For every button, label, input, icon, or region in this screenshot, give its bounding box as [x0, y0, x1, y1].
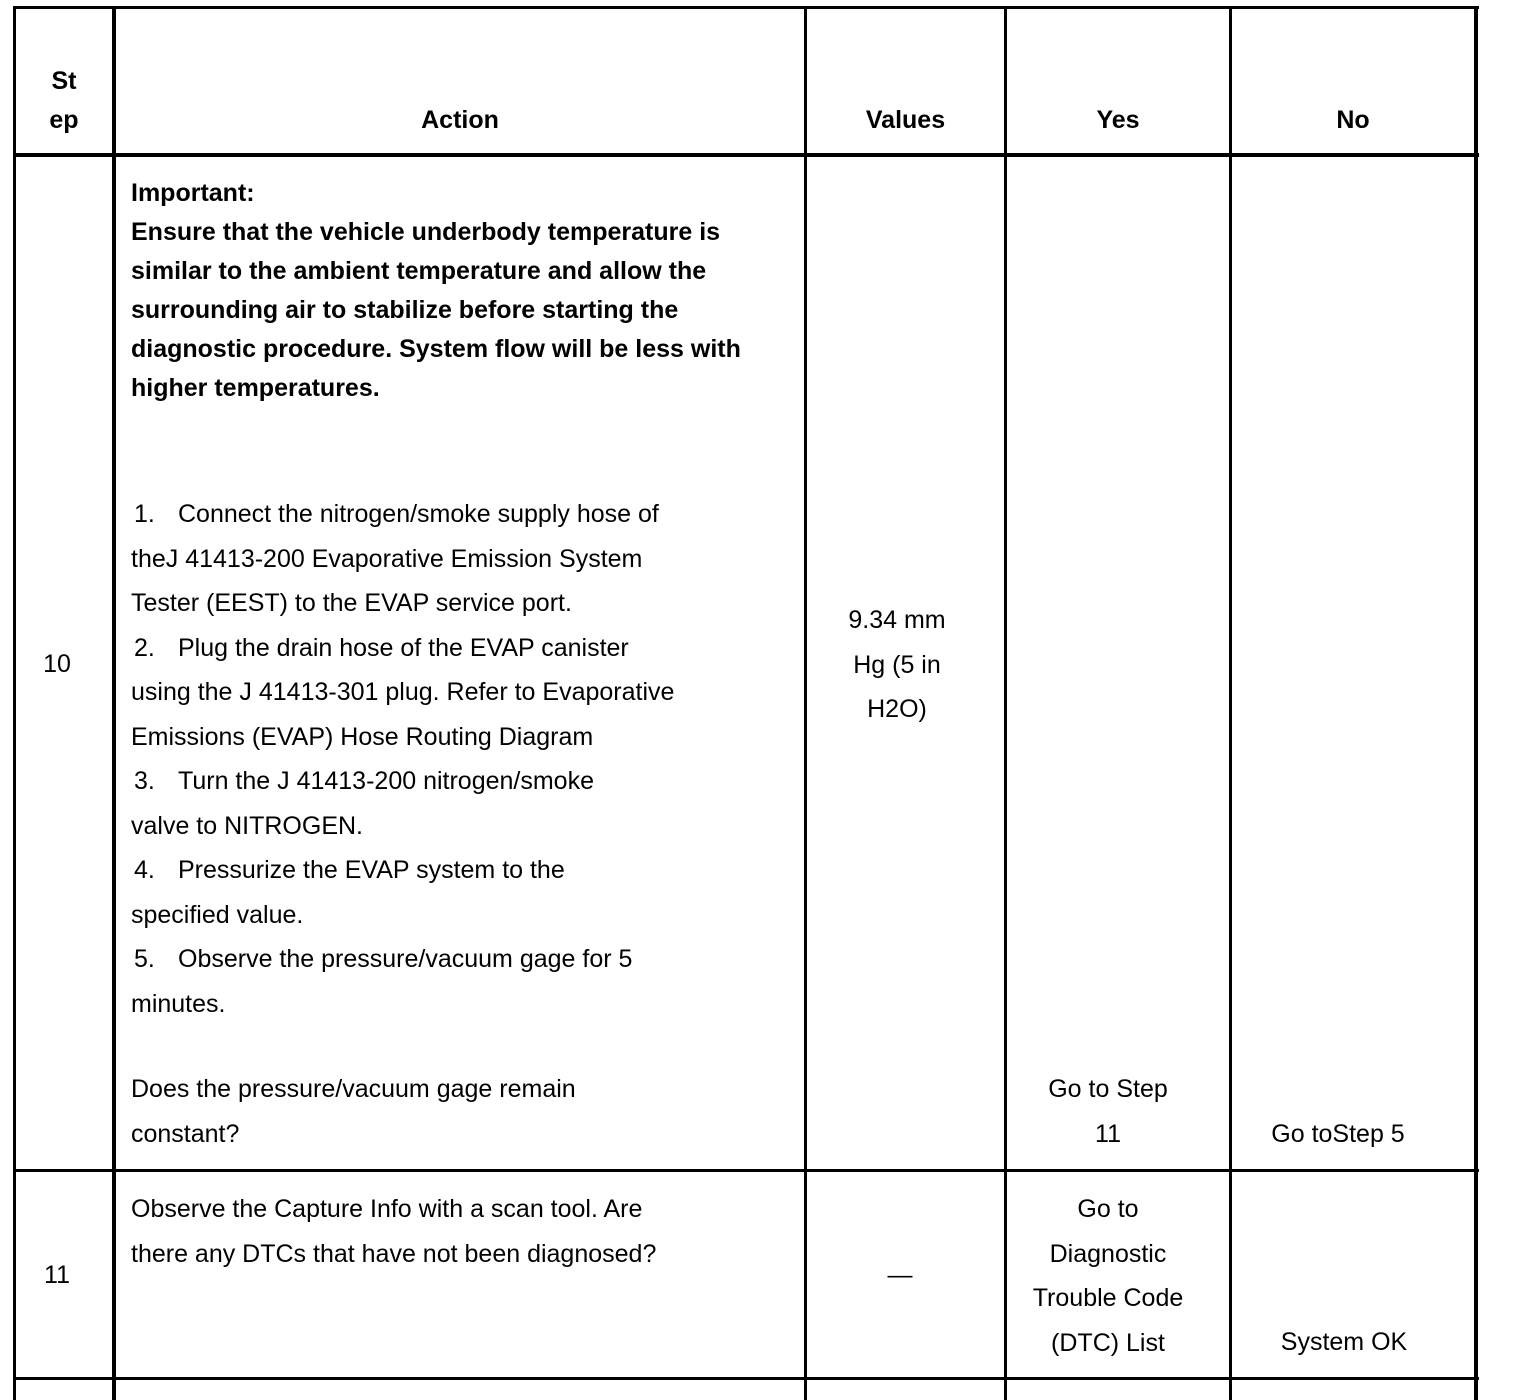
list-item-text: Pressurize the EVAP system to the — [178, 856, 565, 884]
list-item-text: Turn the J 41413-200 nitrogen/smoke — [178, 767, 594, 795]
row10-values: 9.34 mm Hg (5 in H2O) — [848, 606, 946, 723]
table-top-border — [13, 6, 1479, 9]
row11-action: Observe the Capture Info with a scan tool. Are there any DTCs that have not been diagnosed? — [131, 1195, 657, 1268]
list-item-continuation: minutes. — [131, 989, 226, 1018]
row10-question: Does the pressure/vacuum gage remain constant? — [131, 1075, 576, 1148]
header-values: Values — [865, 106, 946, 134]
list-item — [131, 626, 791, 760]
row-divider — [13, 1169, 1479, 1172]
header-step: St ep — [49, 67, 79, 134]
list-item — [131, 937, 791, 1026]
list-item-continuation: specified value. — [131, 900, 304, 929]
list-item-text: Observe the pressure/vacuum gage for 5 — [178, 945, 633, 973]
list-item — [131, 848, 791, 937]
list-item-text: Plug the drain hose of the EVAP canister — [178, 633, 629, 662]
list-item-continuation: using the J 41413-301 plug. Refer to Evaporative Emissions (EVAP) Hose Routing Diagram — [131, 678, 675, 751]
list-item-number: 3. — [134, 767, 155, 795]
header-yes: Yes — [1096, 106, 1140, 134]
row11-values: — — [887, 1261, 913, 1289]
list-item-number: 1. — [134, 500, 155, 528]
header-no: No — [1336, 106, 1370, 134]
list-item — [131, 759, 791, 848]
table-bottom-border — [13, 1377, 1479, 1380]
row10-step-list — [131, 492, 791, 1026]
list-item-number: 2. — [134, 633, 155, 662]
column-border-step-action — [112, 6, 116, 1400]
list-item-continuation: valve to NITROGEN. — [131, 811, 363, 840]
important-label: Important: — [131, 179, 255, 207]
list-item — [131, 492, 791, 626]
list-item-continuation: theJ 41413-200 Evaporative Emission System Tester (EEST) to the EVAP service port. — [131, 544, 643, 617]
row11-step-number: 11 — [44, 1261, 70, 1289]
row10-yes: Go to Step 11 — [1048, 1075, 1168, 1148]
row10-step-number: 10 — [43, 650, 71, 678]
header-bottom-border — [13, 153, 1479, 157]
column-border-left — [13, 6, 16, 1400]
list-item-number: 5. — [134, 945, 155, 973]
row11-yes: Go to Diagnostic Trouble Code (DTC) List — [1032, 1195, 1184, 1357]
row10-important-note — [131, 174, 791, 408]
row10-no: Go toStep 5 — [1271, 1120, 1405, 1148]
header-action: Action — [421, 106, 499, 134]
list-item-text: Connect the nitrogen/smoke supply hose of — [178, 500, 659, 528]
row11-no: System OK — [1280, 1328, 1408, 1356]
list-item-number: 4. — [134, 856, 155, 884]
important-text: Ensure that the vehicle underbody temperature is similar to the ambient temperature and allow the surrounding air to stabilize before starting the diagnostic procedure. System flow will be less with higher temperatures. — [131, 218, 741, 402]
column-border-yes-no — [1229, 6, 1232, 1400]
column-border-right — [1474, 6, 1478, 1400]
